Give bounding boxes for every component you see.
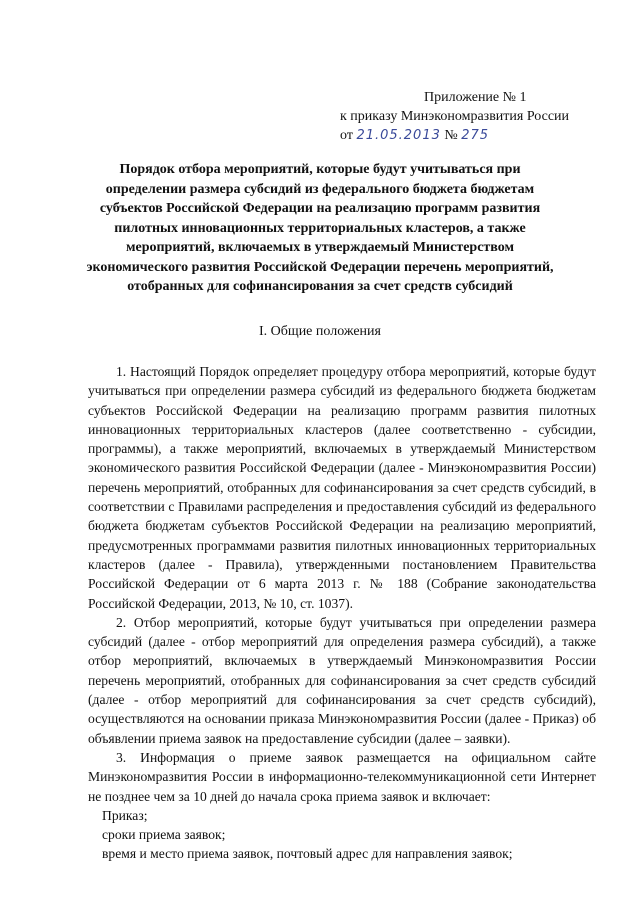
list-item: сроки приема заявок; <box>102 827 226 843</box>
paragraph-2: 2. Отбор мероприятий, которые будут учитываться при определении размера субсидий (далее - отбор мероприятий для определения размера субсидий), а также отбор мероприятий, включаемых в утверждаемый Минэкономразвития России перечень мероприятий, отобранных для софинансирования за счет средств субсидий (далее - отбор мероприятий для софинансирования за счет средств субсидий), осуществляются на основании приказа Минэкономразвития России (далее - Приказ) об объявлении приема заявок на предоставление субсидии (далее – заявки). <box>88 614 596 746</box>
paragraph-1: 1. Настоящий Порядок определяет процедуру отбора мероприятий, которые будут учитываться при определении размера субсидий из федерального бюджета бюджетам субъектов Российской Федерации на реализацию программ развития пилотных инновационных территориальных кластеров (далее соответственно - субсидии, программы), а также мероприятий, включаемых в утверждаемый Министерством экономического развития Российской Федерации (далее - Минэкономразвития России) перечень мероприятий, отобранных для софинансирования за счет средств субсидий, в соответствии с Правилами распределения и предоставления субсидий из федерального бюджета бюджетам субъектов Российской Федерации на реализацию мероприятий, предусмотренных программами развития пилотных инновационных территориальных кластеров (далее - Правила), утвержденными постановлением Правительства Российской Федерации от 6 марта 2013 г. № 188 (Собрание законодательства Российской Федерации, 2013, № 10, ст. 1037). <box>88 364 596 611</box>
number-prefix: № <box>444 128 458 143</box>
list-item: Приказ; <box>102 807 148 823</box>
handwritten-number: 275 <box>461 128 490 143</box>
appendix-number: Приложение № 1 <box>424 90 527 105</box>
section-heading: I. Общие положения <box>259 324 381 339</box>
appendix-header <box>340 88 620 145</box>
handwritten-date: 21.05.2013 <box>356 128 441 143</box>
document-body <box>88 362 596 864</box>
document-title: Порядок отбора мероприятий, которые будут учитываться при определении размера субсидий из федерального бюджета бюджетам субъектов Российской Федерации на реализацию программ развития пилотных инновационных территориальных кластеров, а также мероприятий, включаемых в утверждаемый Министерством экономического развития Российской Федерации перечень мероприятий, отобранных для софинансирования за счет средств субсидий <box>86 162 554 294</box>
list-item: время и место приема заявок, почтовый адрес для направления заявок; <box>102 846 513 862</box>
order-reference: к приказу Минэкономразвития России <box>340 109 570 124</box>
order-date-line <box>340 126 620 145</box>
date-prefix: от <box>340 128 353 143</box>
paragraph-3: 3. Информация о приеме заявок размещается на официальном сайте Минэкономразвития России в информационно-телекоммуникационной сети Интернет не позднее чем за 10 дней до начала срока приема заявок и включает: <box>88 749 596 804</box>
